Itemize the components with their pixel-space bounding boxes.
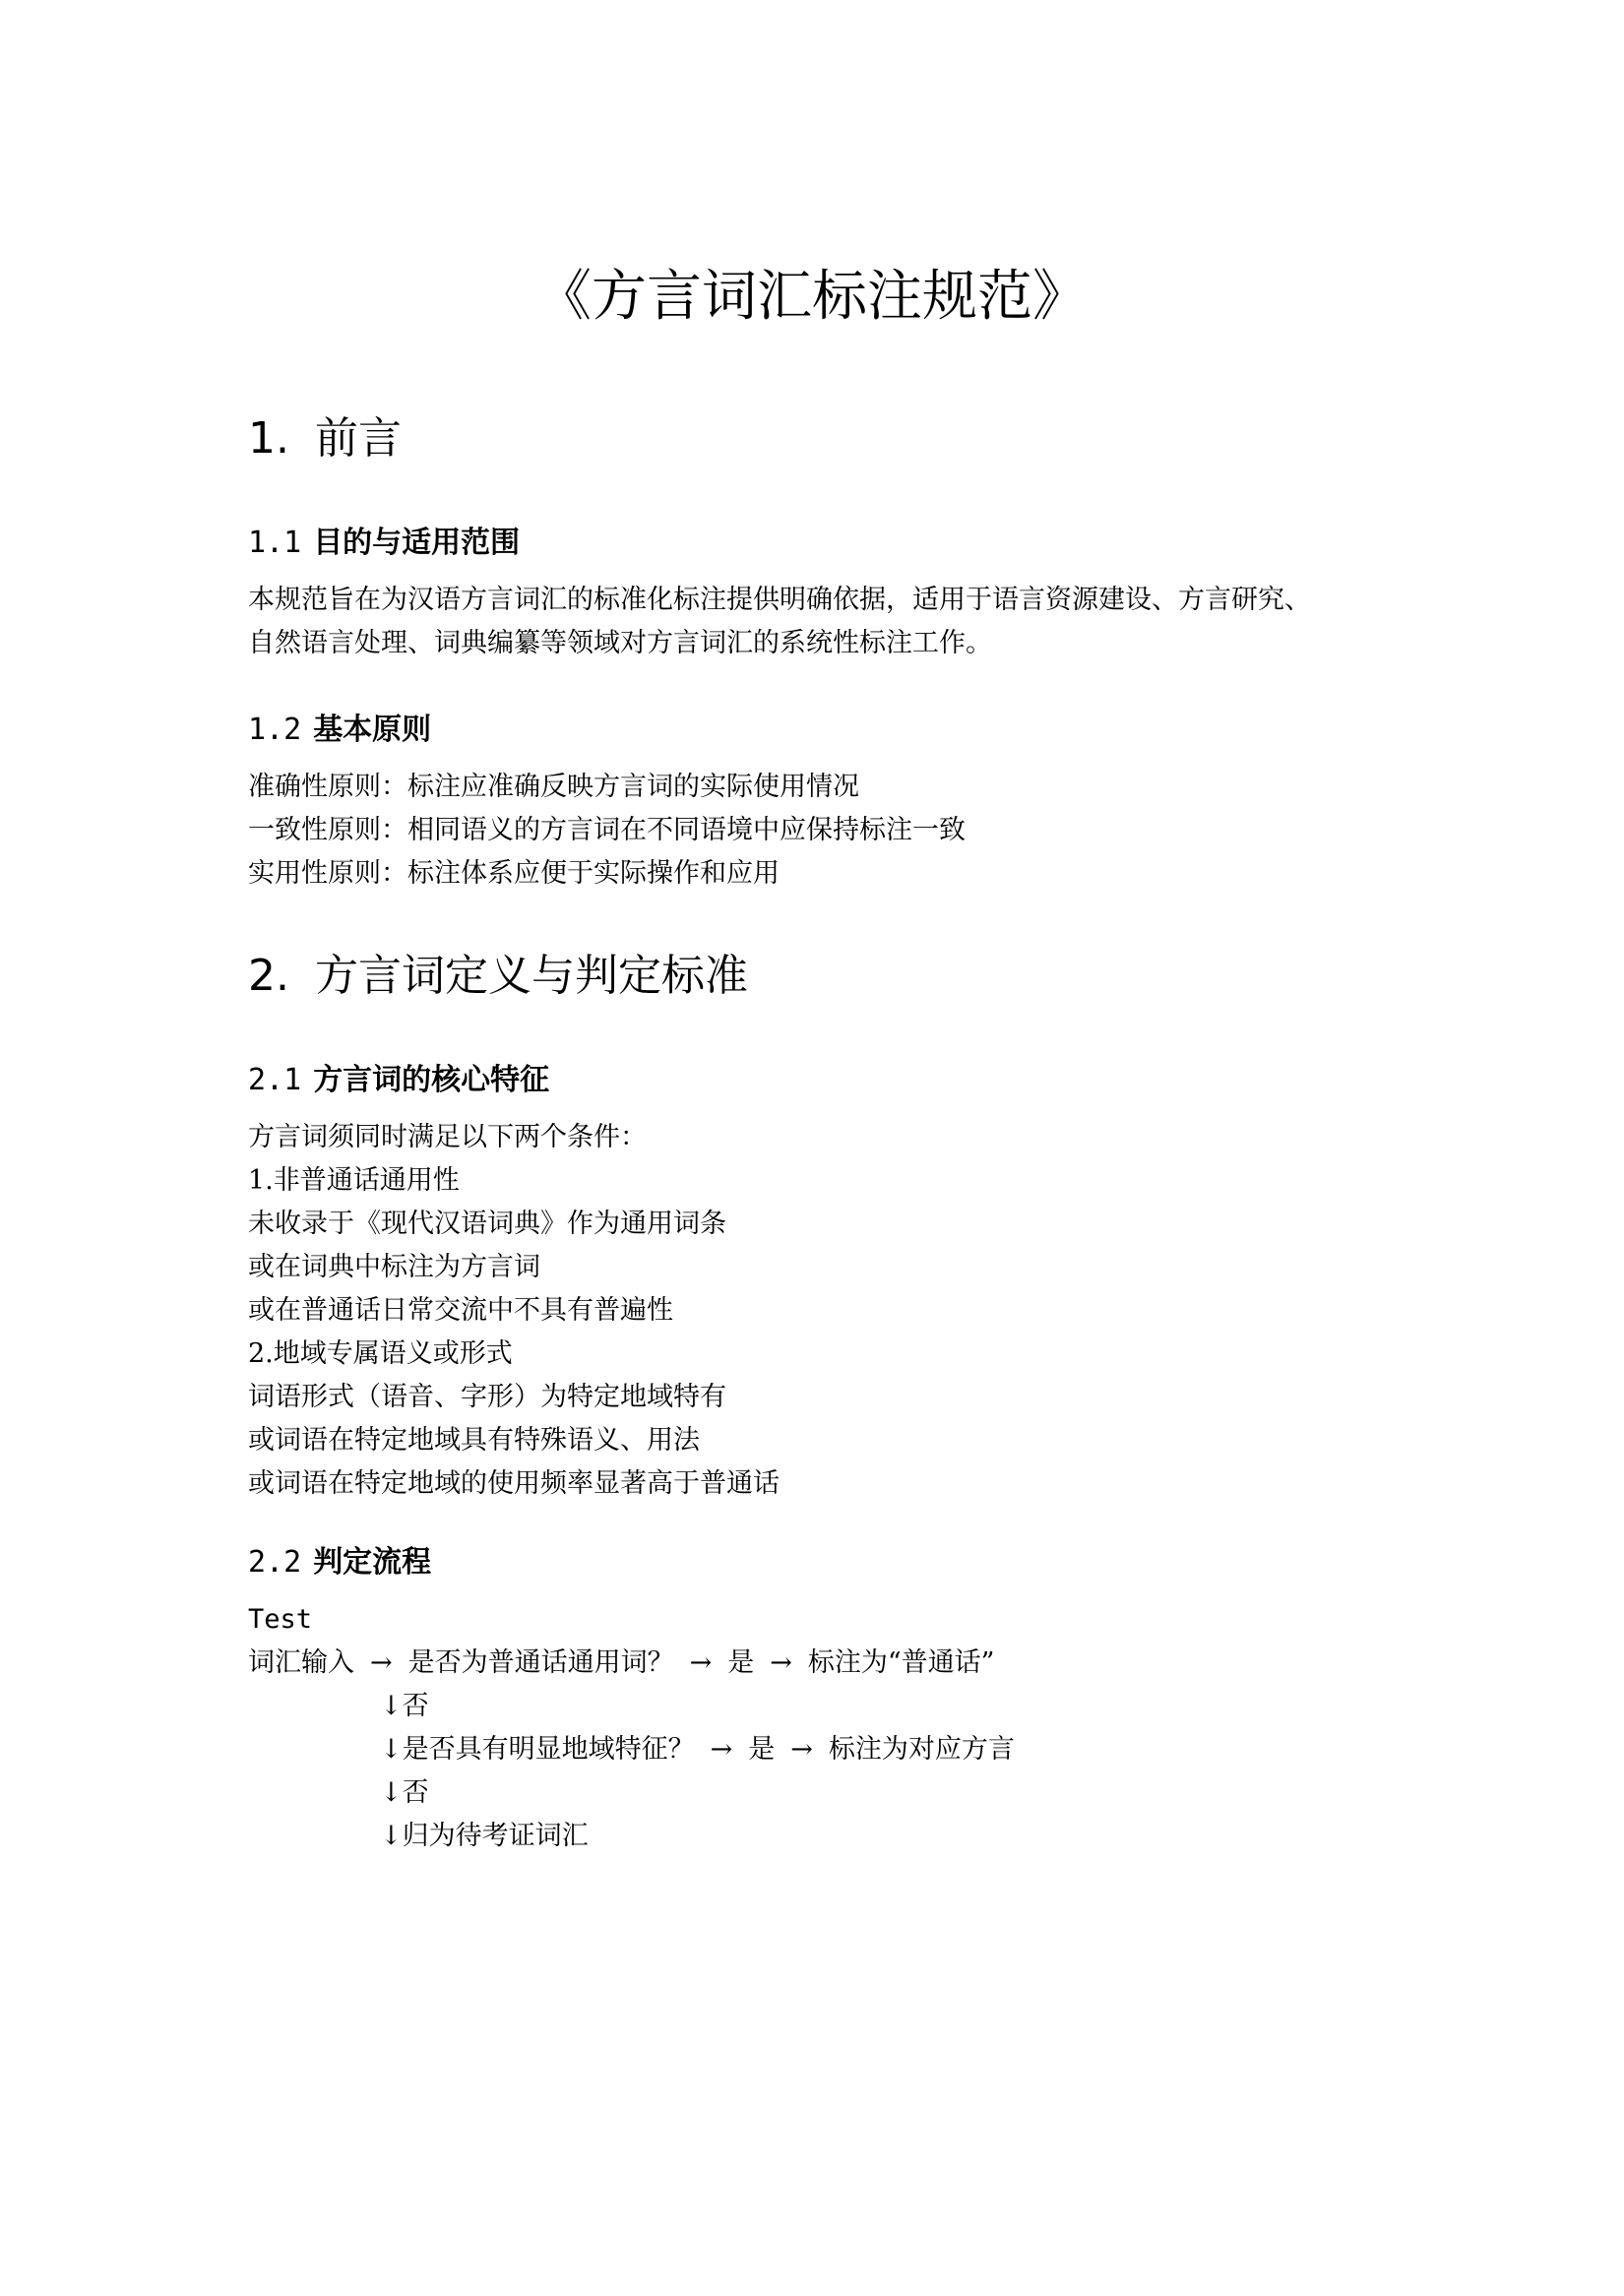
principle-line: 一致性原则：相同语义的方言词在不同语境中应保持标注一致 bbox=[248, 815, 966, 845]
section-2-heading bbox=[248, 947, 748, 1006]
flow-row-4: ↓否 bbox=[380, 1777, 429, 1808]
flow-row-5: ↓归为待考证词汇 bbox=[380, 1821, 589, 1851]
subsection-number: 2.1 bbox=[248, 1063, 302, 1097]
criteria-line: 词语形式（语音、字形）为特定地域特有 bbox=[248, 1382, 726, 1412]
flow-step-input: 词汇输入 bbox=[248, 1647, 354, 1678]
criteria-line: 或在词典中标注为方言词 bbox=[248, 1252, 540, 1282]
criteria-line: 方言词须同时满足以下两个条件： bbox=[248, 1122, 647, 1152]
section-number: 2. bbox=[248, 951, 289, 1001]
subsection-1-2-heading bbox=[248, 711, 431, 750]
right-arrow-icon: → bbox=[689, 1647, 713, 1678]
criteria-line: 或在普通话日常交流中不具有普遍性 bbox=[248, 1295, 673, 1326]
subsection-title: 目的与适用范围 bbox=[313, 526, 521, 560]
subsection-2-1-heading bbox=[248, 1061, 549, 1100]
paragraph-line: 本规范旨在为汉语方言词汇的标准化标注提供明确依据，适用于语言资源建设、方言研究、 bbox=[248, 585, 1311, 615]
subsection-2-2-heading bbox=[248, 1543, 431, 1582]
flow-intro: Test bbox=[248, 1604, 313, 1635]
criteria-line: 2.地域专属语义或形式 bbox=[248, 1338, 513, 1369]
flow-result-mandarin: 标注为“普通话” bbox=[807, 1647, 995, 1678]
subsection-1-1-body bbox=[248, 579, 1311, 665]
flow-question-common: 是否为普通话通用词？ bbox=[407, 1647, 674, 1678]
principle-line: 准确性原则：标注应准确反映方言词的实际使用情况 bbox=[248, 772, 859, 802]
subsection-title: 方言词的核心特征 bbox=[313, 1063, 550, 1097]
subsection-1-2-body bbox=[248, 766, 966, 896]
subsection-title: 基本原则 bbox=[313, 713, 432, 747]
right-arrow-icon: → bbox=[710, 1734, 733, 1765]
section-1-heading bbox=[248, 409, 402, 468]
flow-question-regional: ↓是否具有明显地域特征？ bbox=[380, 1734, 695, 1765]
subsection-number: 1.2 bbox=[248, 713, 302, 747]
section-number: 1. bbox=[248, 413, 289, 464]
document-title: 《方言词汇标注规范》 bbox=[536, 265, 1088, 329]
flow-row-3 bbox=[380, 1728, 1015, 1771]
right-arrow-icon: → bbox=[770, 1647, 792, 1678]
criteria-line: 或词语在特定地域的使用频率显著高于普通话 bbox=[248, 1468, 780, 1499]
right-arrow-icon: → bbox=[790, 1734, 813, 1765]
paragraph-line: 自然语言处理、词典编纂等领域对方言词汇的系统性标注工作。 bbox=[248, 628, 992, 658]
flow-row-1 bbox=[248, 1642, 994, 1685]
right-arrow-icon: → bbox=[370, 1647, 393, 1678]
flow-row-2: ↓否 bbox=[380, 1691, 429, 1721]
subsection-2-1-body bbox=[248, 1116, 780, 1506]
section-title: 前言 bbox=[315, 413, 402, 464]
criteria-line: 未收录于《现代汉语词典》作为通用词条 bbox=[248, 1209, 726, 1239]
flow-answer-yes: 是 bbox=[748, 1734, 776, 1765]
subsection-title: 判定流程 bbox=[313, 1545, 432, 1580]
criteria-line: 或词语在特定地域具有特殊语义、用法 bbox=[248, 1425, 700, 1456]
subsection-1-1-heading bbox=[248, 524, 520, 563]
criteria-line: 1.非普通话通用性 bbox=[248, 1165, 460, 1196]
subsection-number: 1.1 bbox=[248, 526, 302, 560]
principle-line: 实用性原则：标注体系应便于实际操作和应用 bbox=[248, 858, 780, 889]
section-title: 方言词定义与判定标准 bbox=[315, 951, 748, 1001]
subsection-number: 2.2 bbox=[248, 1545, 302, 1580]
flow-answer-yes: 是 bbox=[727, 1647, 755, 1678]
flow-result-dialect: 标注为对应方言 bbox=[828, 1734, 1015, 1765]
